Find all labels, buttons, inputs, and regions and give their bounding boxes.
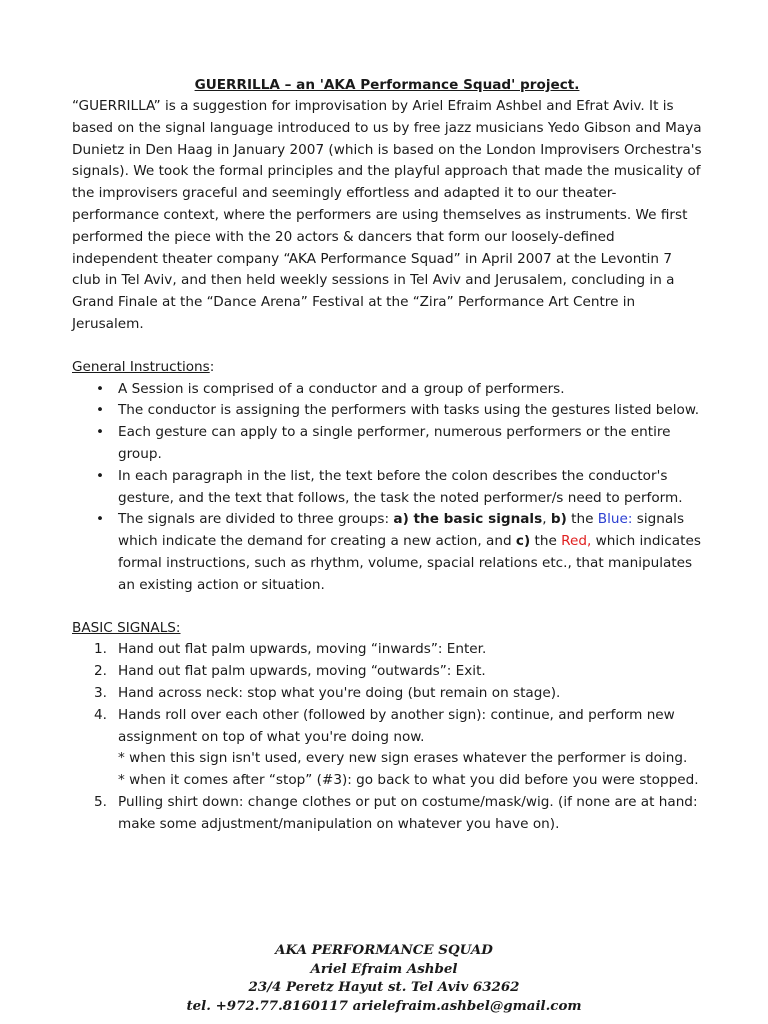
document-title: GUERRILLA – an 'AKA Performance Squad' project. <box>194 77 580 93</box>
list-item: • A Session is comprised of a conductor and a group of performers. <box>118 379 702 401</box>
page-footer <box>0 941 768 1015</box>
list-item: 2. Hand out flat palm upwards, moving “outwards”: Exit. <box>94 663 486 680</box>
general-instructions-list <box>72 379 702 597</box>
note: * when this sign isn't used, every new sign erases whatever the performer is doing. <box>118 750 688 767</box>
list-item: • Each gesture can apply to a single performer, numerous performers or the entire group. <box>118 422 702 466</box>
list-item: • The conductor is assigning the performers with tasks using the gestures listed below. <box>118 400 702 422</box>
note: * when it comes after “stop” (#3): go back to what you did before you were stopped. <box>118 772 699 789</box>
blue-signals-label: Blue: <box>597 511 633 528</box>
list-item: 1. Hand out flat palm upwards, moving “inwards”: Enter. <box>94 641 487 658</box>
basic-signals-list <box>72 639 702 835</box>
list-item: 5. Pulling shirt down: change clothes or put on costume/mask/wig. (if none are at hand: make some adjustment/manipulation on whatever you have on). <box>94 793 698 832</box>
list-item: 3. Hand across neck: stop what you're doing (but remain on stage). <box>94 684 561 701</box>
list-item: 4. Hands roll over each other (followed by another sign): continue, and perform new assignment on top of what you're doing now. * when this sign isn't used, every new sign erases whatever the performer is doing. * when it comes after “stop” (#3): go back to what you did before you were stopped. <box>118 705 702 792</box>
document-body <box>72 74 702 836</box>
footer-org: AKA PERFORMANCE SQUAD <box>275 942 493 958</box>
basic-signals-heading: BASIC SIGNALS: <box>72 619 181 636</box>
general-instructions-heading: General Instructions: <box>72 358 215 375</box>
intro-paragraph: “GUERRILLA” is a suggestion for improvisation by Ariel Efraim Ashbel and Efrat Aviv. It is based on the signal language introduced to us by free jazz musicians Yedo Gibson and Maya Dunietz in Den Haag in January 2007 (which is based on the London Improvisers Orchestra's signals). We took the formal principles and the playful approach that made the musicality of the improvisers graceful and seemingly effortless and adapted it to our theater-performance context, where the performers are using themselves as instruments. We first performed the piece with the 20 actors & dancers that form our loosely-defined independent theater company “AKA Performance Squad” in April 2007 at the Levontin 7 club in Tel Aviv, and then held weekly sessions in Tel Aviv and Jerusalem, concluding in a Grand Finale at the “Dance Arena” Festival at the “Zira” Performance Art Centre in Jerusalem. <box>72 98 702 332</box>
list-item-signal-groups: • The signals are divided to three groups: a) the basic signals, b) the Blue: signals which indicate the demand for creating a new action, and c) the Red, which indicates formal instructions, such as rhythm, volume, spacial relations etc., that manipulates an existing action or situation. <box>118 509 702 596</box>
red-signals-label: Red, <box>561 533 592 550</box>
footer-name: Ariel Efraim Ashbel <box>310 960 458 977</box>
footer-contact: tel. +972.77.8160117 arielefraim.ashbel@gmail.com <box>186 997 582 1014</box>
basic-signals-label: a) the basic signals <box>393 511 543 528</box>
list-item: • In each paragraph in the list, the text before the colon describes the conductor's gesture, and the text that follows, the task the noted performer/s need to perform. <box>118 466 702 510</box>
footer-address: 23/4 Peretz Hayut st. Tel Aviv 63262 <box>248 979 520 995</box>
